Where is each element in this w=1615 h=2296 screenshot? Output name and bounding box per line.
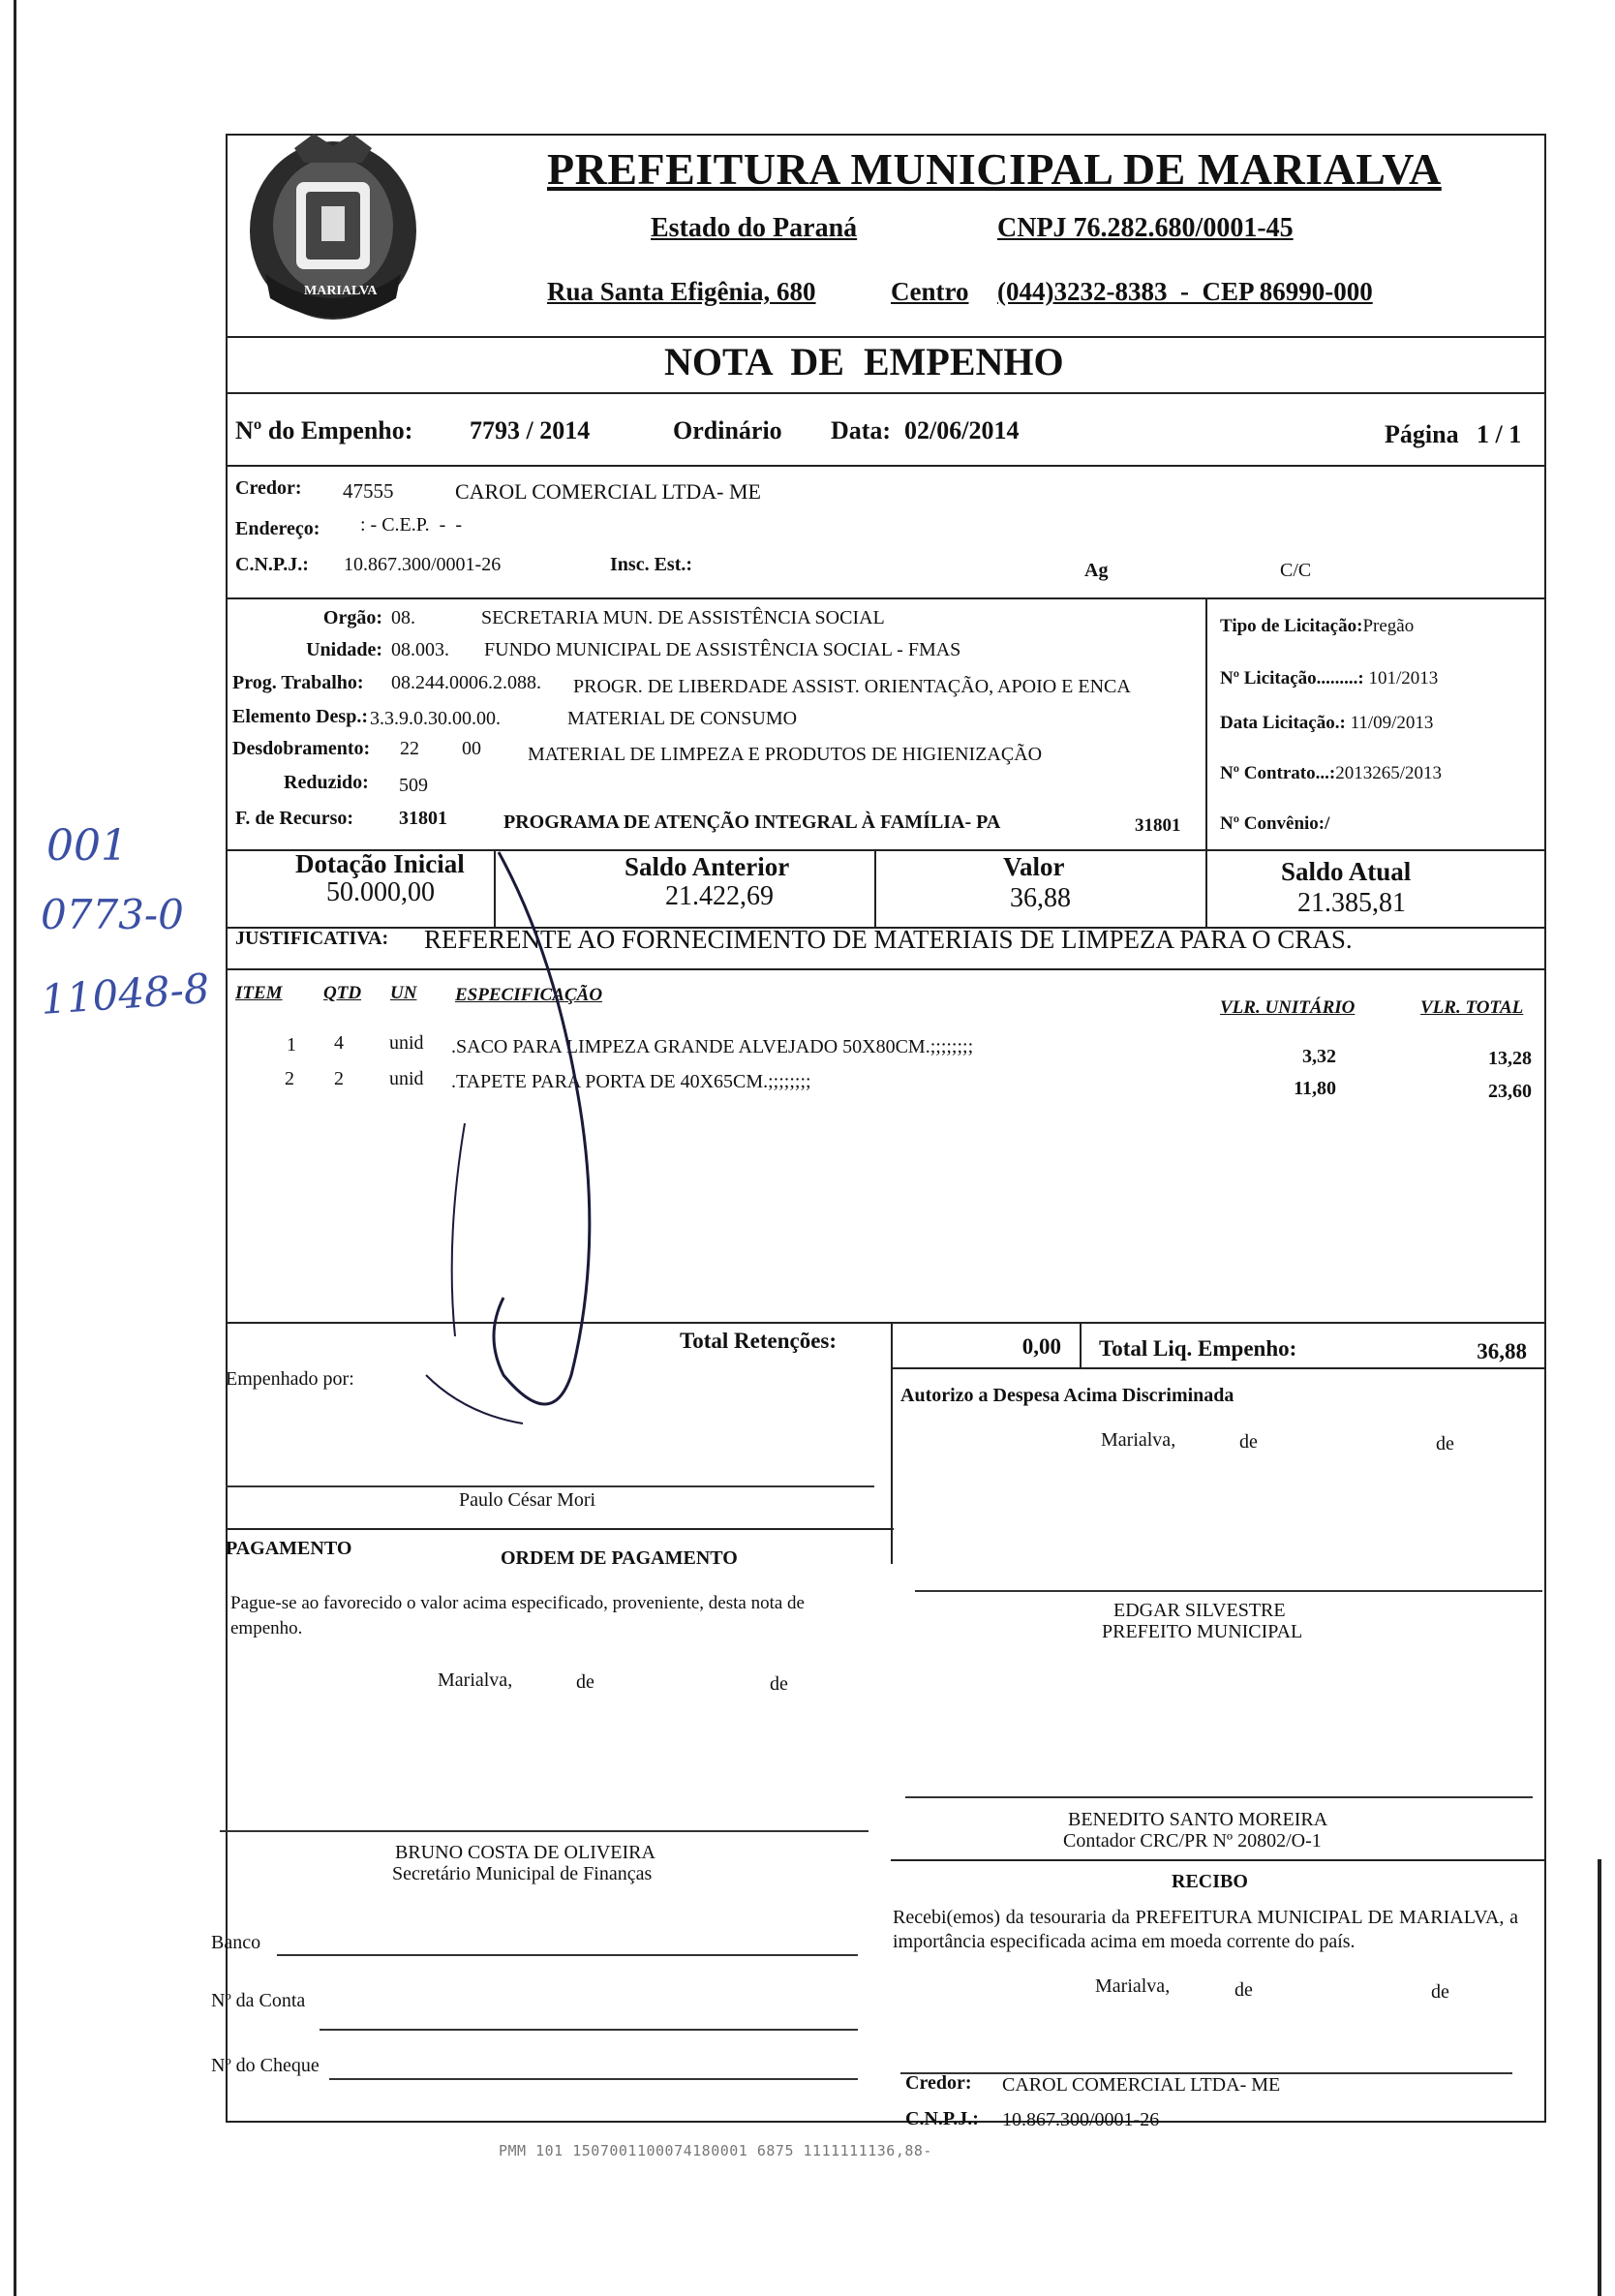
unidade-name: FUNDO MUNICIPAL DE ASSISTÊNCIA SOCIAL - FMAS — [484, 639, 961, 660]
retencoes-value: 0,00 — [1021, 1334, 1061, 1359]
address-value: : - C.E.P. - - — [360, 514, 462, 536]
licitacao-data — [1220, 713, 1433, 734]
credor-label: Credor: — [235, 477, 302, 499]
recibo-title: RECIBO — [1172, 1871, 1248, 1892]
contador-name: BENEDITO SANTO MOREIRA — [1068, 1809, 1328, 1830]
reduzido-label: Reduzido: — [284, 772, 369, 793]
pagamento-city: Marialva, — [438, 1669, 513, 1691]
row1-total: 13,28 — [1488, 1048, 1532, 1069]
col-especificacao: ESPECIFICAÇÃO — [455, 985, 603, 1005]
credor-name: CAROL COMERCIAL LTDA- ME — [455, 479, 761, 504]
recibo-de-1: de — [1234, 1979, 1253, 2001]
municipal-cnpj: CNPJ 76.282.680/0001-45 — [997, 213, 1294, 243]
row2-item: 2 — [285, 1068, 294, 1089]
recibo-de-2: de — [1431, 1981, 1449, 2003]
saldo-anterior-value: 21.422,69 — [665, 881, 774, 911]
desdob-sub: 00 — [462, 738, 481, 759]
state-name: Estado do Paraná — [651, 213, 858, 243]
pagamento-de-1: de — [576, 1671, 594, 1693]
prefeito-name: EDGAR SILVESTRE — [1113, 1600, 1286, 1621]
pagamento-text: Pague-se ao favorecido o valor acima especificado, proveniente, desta nota de empenho. — [230, 1593, 805, 1638]
empenhado-name: Paulo César Mori — [459, 1489, 596, 1511]
col-qtd: QTD — [323, 983, 362, 1003]
secretario-name: BRUNO COSTA DE OLIVEIRA — [395, 1842, 655, 1863]
row2-unit: 11,80 — [1294, 1078, 1336, 1099]
licitacao-num — [1220, 668, 1438, 689]
autorizo-text: Autorizo a Despesa Acima Discriminada — [900, 1385, 1234, 1406]
cnpj-label: C.N.P.J.: — [235, 554, 309, 575]
liq-value: 36,88 — [1477, 1339, 1527, 1363]
licitacao-contrato-value: 2013265/2013 — [1335, 763, 1442, 783]
liq-label: Total Liq. Empenho: — [1099, 1336, 1297, 1361]
pagamento-de-2: de — [770, 1673, 788, 1695]
authorization-de-2: de — [1436, 1433, 1454, 1454]
desdob-code: 22 — [400, 738, 419, 759]
dotacao-value: 50.000,00 — [326, 877, 435, 907]
recibo-cnpj-value: 10.867.300/0001-26 — [1002, 2109, 1160, 2130]
row2-spec: .TAPETE PARA PORTA DE 40X65CM.;;;;;;;; — [451, 1071, 811, 1092]
orgao-code: 08. — [391, 607, 415, 628]
empenho-date: 02/06/2014 — [904, 416, 1020, 444]
desdob-name: MATERIAL DE LIMPEZA E PRODUTOS DE HIGIENIZAÇÃO — [528, 744, 1043, 765]
row2-qtd: 2 — [334, 1068, 344, 1089]
orgao-label: Orgão: — [322, 607, 382, 628]
licitacao-data-value: 11/09/2013 — [1350, 713, 1434, 733]
recibo-credor-value: CAROL COMERCIAL LTDA- ME — [1002, 2074, 1281, 2096]
unidade-code: 08.003. — [391, 639, 449, 660]
empenho-label: Nº do Empenho: — [235, 416, 413, 444]
page-label: Página — [1385, 420, 1459, 448]
contador-title: Contador CRC/PR Nº 20802/O-1 — [1063, 1830, 1322, 1852]
prefeito-title: PREFEITO MUNICIPAL — [1102, 1621, 1303, 1642]
licitacao-num-label: Nº Licitação.........: — [1220, 668, 1364, 689]
valor-value: 36,88 — [1010, 883, 1071, 913]
saldo-atual-label: Saldo Atual — [1281, 857, 1412, 886]
recibo-cnpj-label: C.N.P.J.: — [905, 2108, 979, 2129]
signature-stroke — [407, 833, 658, 1491]
phone-cep: (044)3232-8383 - CEP 86990-000 — [997, 277, 1373, 306]
elemento-code: 3.3.9.0.30.00.00. — [370, 708, 501, 729]
secretario-title: Secretário Municipal de Finanças — [392, 1863, 653, 1884]
scan-edge-left — [14, 0, 16, 2296]
elemento-label: Elemento Desp.: — [232, 706, 368, 727]
valor-label: Valor — [1003, 852, 1065, 881]
cnpj-value: 10.867.300/0001-26 — [344, 554, 502, 575]
saldo-atual-value: 21.385,81 — [1297, 888, 1406, 918]
cc-label: C/C — [1280, 560, 1312, 581]
conta-label: Nº da Conta — [211, 1990, 306, 2011]
prog-code: 08.244.0006.2.088. — [391, 672, 541, 693]
district: Centro — [891, 277, 969, 306]
licitacao-tipo-value: Pregão — [1362, 616, 1415, 636]
desdob-label: Desdobramento: — [232, 738, 371, 759]
saldo-anterior-label: Saldo Anterior — [625, 852, 790, 881]
row1-un: unid — [389, 1032, 424, 1054]
recibo-credor-label: Credor: — [905, 2072, 972, 2094]
footer-barcode-text: PMM 101 1507001100074180001 6875 1111111136,88- — [499, 2142, 932, 2159]
handwritten-note-2: 0773-0 — [41, 891, 184, 938]
elemento-name: MATERIAL DE CONSUMO — [567, 708, 798, 729]
document-title: NOTA DE EMPENHO — [664, 340, 1064, 383]
dotacao-label: Dotação Inicial — [295, 849, 465, 878]
prog-label: Prog. Trabalho: — [232, 672, 364, 693]
authorization-city: Marialva, — [1101, 1429, 1176, 1451]
row1-item: 1 — [287, 1034, 296, 1056]
page-number: 1 / 1 — [1477, 420, 1522, 448]
row1-qtd: 4 — [334, 1032, 344, 1054]
row2-total: 23,60 — [1488, 1081, 1532, 1102]
justificativa-text: REFERENTE AO FORNECIMENTO DE MATERIAIS DE LIMPEZA PARA O CRAS. — [424, 925, 1353, 954]
recibo-city: Marialva, — [1095, 1975, 1171, 1997]
col-vlr-total: VLR. TOTAL — [1420, 997, 1524, 1018]
recurso-code: 31801 — [399, 808, 447, 829]
retencoes-label: Total Retenções: — [680, 1329, 838, 1353]
row1-spec: .SACO PARA LIMPEZA GRANDE ALVEJADO 50X80CM.;;;;;;;; — [451, 1036, 974, 1057]
row1-unit: 3,32 — [1302, 1046, 1336, 1067]
page-title: PREFEITURA MUNICIPAL DE MARIALVA — [547, 144, 1442, 194]
pagamento-label: PAGAMENTO — [226, 1538, 352, 1559]
ordem-pagamento-label: ORDEM DE PAGAMENTO — [501, 1547, 738, 1569]
licitacao-data-label: Data Licitação.: — [1220, 713, 1346, 733]
licitacao-contrato — [1220, 763, 1442, 784]
licitacao-convenio: Nº Convênio:/ — [1220, 813, 1330, 834]
ag-label: Ag — [1084, 560, 1109, 581]
banco-label: Banco — [211, 1932, 261, 1953]
reduzido-value: 509 — [399, 775, 428, 796]
empenho-number: 7793 / 2014 — [470, 416, 591, 444]
street-address: Rua Santa Efigênia, 680 — [547, 277, 816, 306]
empenhado-label: Empenhado por: — [226, 1368, 354, 1390]
seal-text: MARIALVA — [304, 284, 378, 298]
licitacao-contrato-label: Nº Contrato...: — [1220, 763, 1336, 783]
handwritten-note-3: 11048-8 — [39, 964, 212, 1025]
cheque-label: Nº do Cheque — [211, 2055, 320, 2076]
row2-un: unid — [389, 1068, 424, 1089]
credor-code: 47555 — [343, 479, 394, 503]
recurso-label: F. de Recurso: — [235, 808, 354, 829]
handwritten-note-1: 001 — [46, 821, 128, 871]
empenho-type: Ordinário — [673, 416, 782, 444]
unidade-label: Unidade: — [306, 639, 382, 660]
empenho-date-label: Data: — [831, 416, 892, 444]
prog-name: PROGR. DE LIBERDADE ASSIST. ORIENTAÇÃO, APOIO E ENCA — [573, 676, 1131, 697]
recurso-name: PROGRAMA DE ATENÇÃO INTEGRAL À FAMÍLIA- PA — [503, 811, 1001, 833]
authorization-de-1: de — [1239, 1431, 1258, 1453]
justificativa-label: JUSTIFICATIVA: — [235, 928, 389, 949]
recurso-code-2: 31801 — [1135, 815, 1181, 836]
col-vlr-unitario: VLR. UNITÁRIO — [1220, 997, 1356, 1018]
licitacao-tipo — [1220, 616, 1414, 637]
municipal-seal — [236, 129, 430, 337]
col-item: ITEM — [235, 983, 283, 1003]
col-un: UN — [390, 983, 417, 1003]
orgao-name: SECRETARIA MUN. DE ASSISTÊNCIA SOCIAL — [481, 607, 885, 628]
licitacao-tipo-label: Tipo de Licitação: — [1220, 616, 1363, 636]
licitacao-num-value: 101/2013 — [1368, 668, 1439, 689]
scan-edge-right — [1598, 1859, 1601, 2296]
address-label: Endereço: — [235, 518, 320, 539]
recibo-text: Recebi(emos) da tesouraria da PREFEITURA MUNICIPAL DE MARIALVA, a importância especificada acima em moeda corrente do país. — [893, 1907, 1518, 1952]
insc-label: Insc. Est.: — [610, 554, 693, 575]
